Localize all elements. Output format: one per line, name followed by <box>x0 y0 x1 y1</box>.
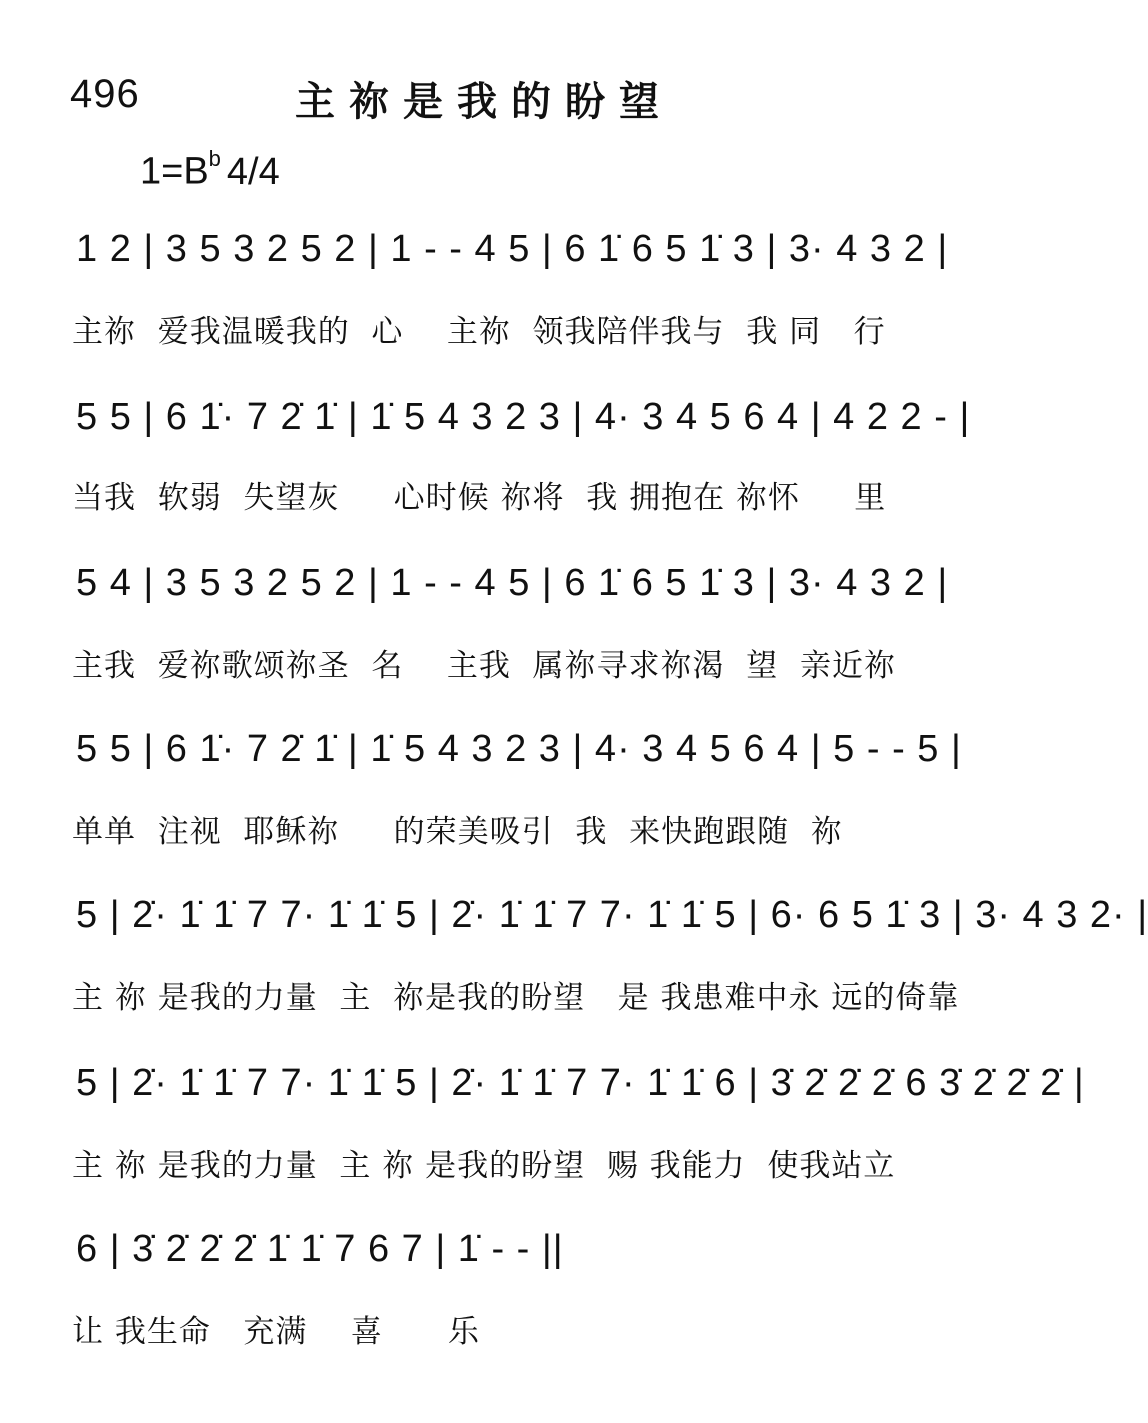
notation-line-4: 5 5 | 6 1̇· 7 2̇ 1̇ | 1̇ 5 4 3 2 3 | 4· 3 4 5 6 4 | 5 - - 5 | <box>76 728 962 770</box>
lyric-line-4: 单单 注视 耶稣祢 的荣美吸引 我 来快跑跟随 祢 <box>72 814 843 850</box>
notation-line-3: 5 4 | 3 5 3 2 5 2 | 1 - - 4 5 | 6 1̇ 6 5 1̇ 3 | 3· 4 3 2 | <box>76 562 949 604</box>
notation-line-2: 5 5 | 6 1̇· 7 2̇ 1̇ | 1̇ 5 4 3 2 3 | 4· 3 4 5 6 4 | 4 2 2 - | <box>76 396 971 438</box>
notation-line-6: 5 | 2̇· 1̇ 1̇ 7 7· 1̇ 1̇ 5 | 2̇· 1̇ 1̇ 7 7· 1̇ 1̇ 6 | 3̇ 2̇ 2̇ 2̇ 6 3̇ 2̇ 2̇ 2̇ | <box>76 1062 1085 1104</box>
key-signature <box>140 146 280 194</box>
lyric-line-3: 主我 爱祢歌颂祢圣 名 主我 属祢寻求祢渴 望 亲近祢 <box>72 648 896 684</box>
notation-line-7: 6 | 3̇ 2̇ 2̇ 2̇ 1̇ 1̇ 7 6 7 | 1̇ - - || <box>76 1228 564 1270</box>
notation-line-1: 1 2 | 3 5 3 2 5 2 | 1 - - 4 5 | 6 1̇ 6 5 1̇ 3 | 3· 4 3 2 | <box>76 228 949 270</box>
lyric-line-7: 让 我生命 充满 喜 乐 <box>72 1314 480 1350</box>
notation-line-5: 5 | 2̇· 1̇ 1̇ 7 7· 1̇ 1̇ 5 | 2̇· 1̇ 1̇ 7 7· 1̇ 1̇ 5 | 6· 6 5 1̇ 3 | 3· 4 3 2· | <box>76 894 1148 936</box>
key-flat: b <box>208 146 221 171</box>
key-label: 1=B <box>140 150 209 193</box>
lyric-line-2: 当我 软弱 失望灰 心时候 祢将 我 拥抱在 祢怀 里 <box>72 480 887 516</box>
lyric-line-6: 主 祢 是我的力量 主 祢 是我的盼望 赐 我能力 使我站立 <box>72 1148 896 1184</box>
lyric-line-1: 主祢 爱我温暖我的 心 主祢 领我陪伴我与 我 同 行 <box>72 314 886 350</box>
meter: 4/4 <box>226 150 280 193</box>
lyric-line-5: 主 祢 是我的力量 主 祢是我的盼望 是 我患难中永 远的倚靠 <box>72 980 960 1016</box>
hymn-number: 496 <box>70 72 140 116</box>
hymn-title: 主祢是我的盼望 <box>295 78 673 125</box>
